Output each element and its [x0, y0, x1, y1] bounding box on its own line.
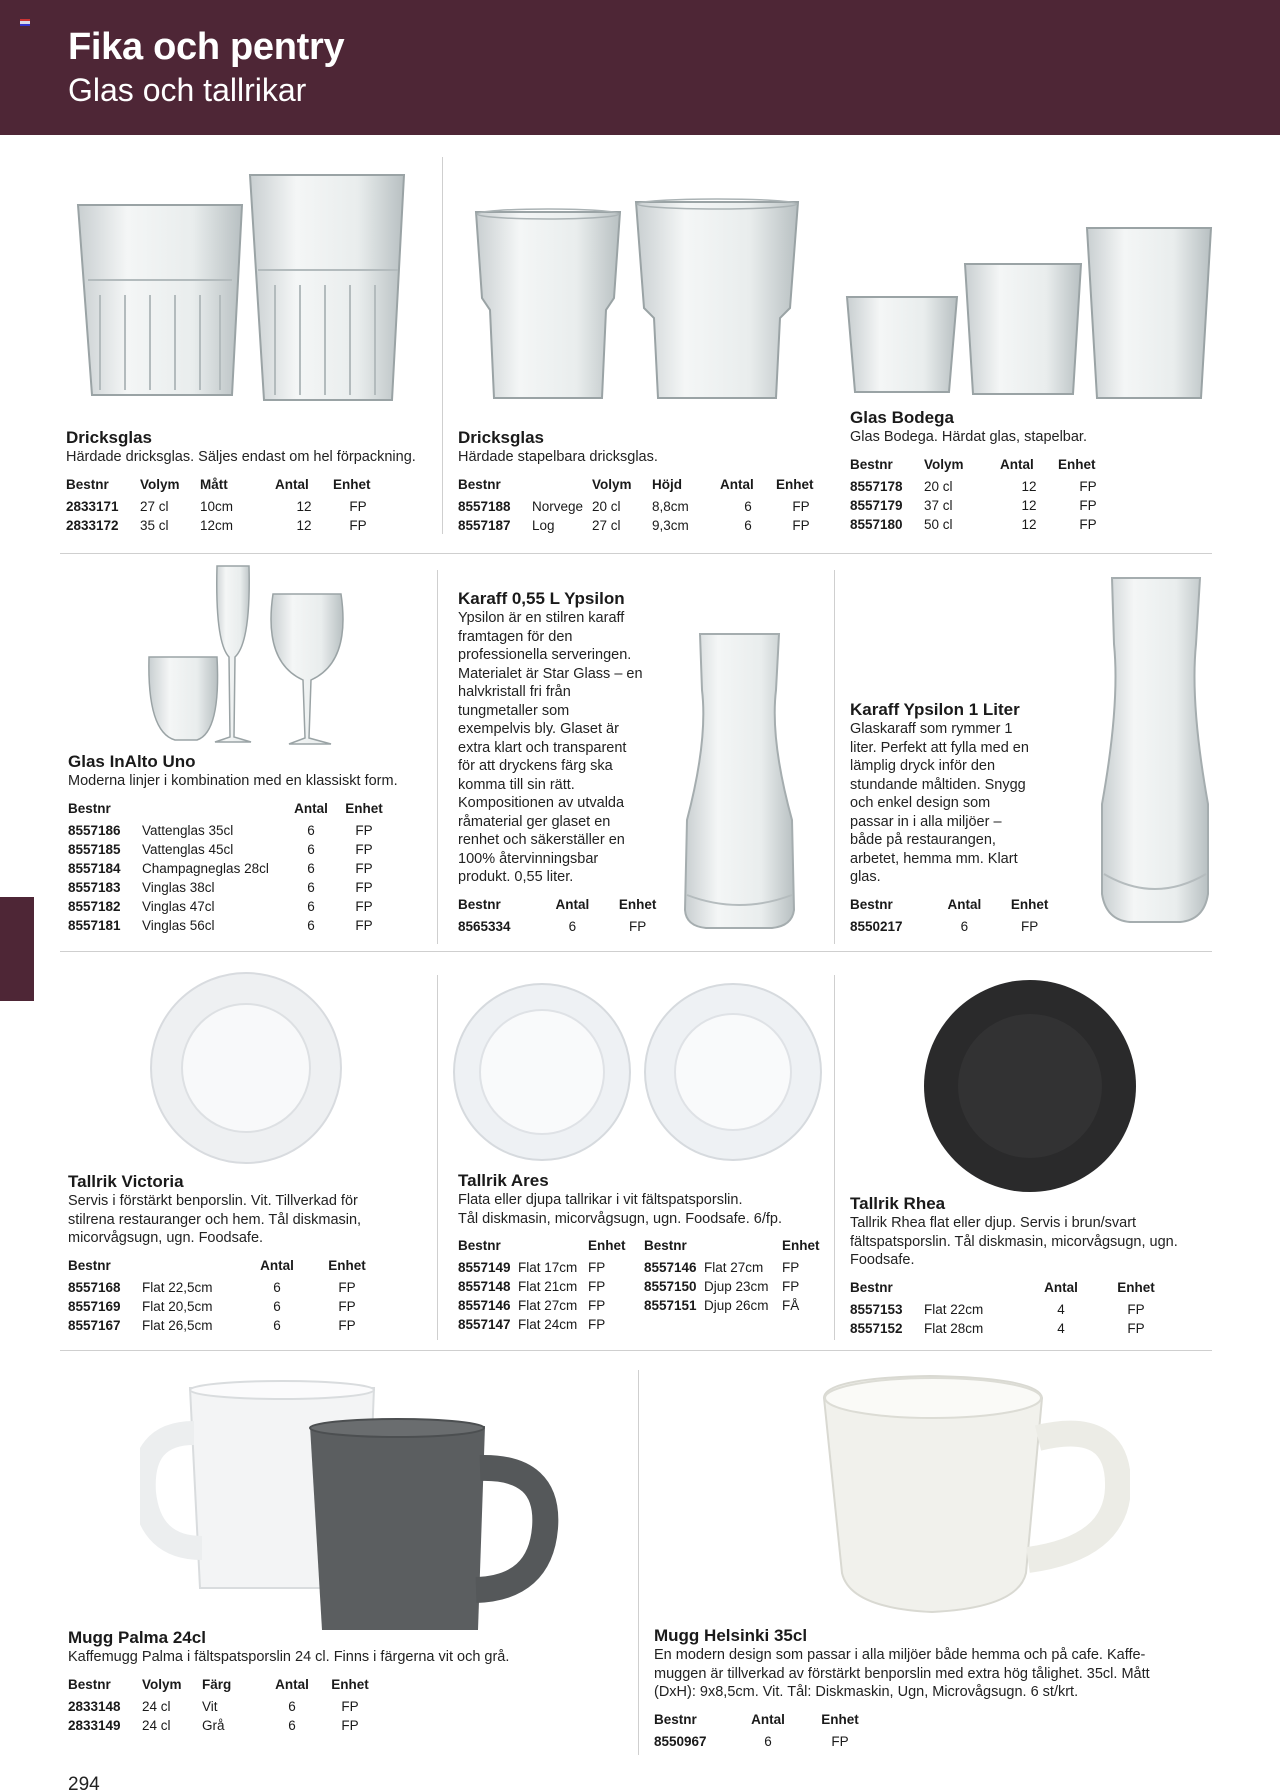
product-title: Mugg Helsinki 35cl [654, 1626, 808, 1645]
column-header: Enhet [331, 1676, 369, 1692]
product-description: Tallrik Rhea flat eller djup. Servis i brun/svart fältspatsporslin. Tål diskmasin, micorvågsugn, ugn. Foodsafe. [850, 1215, 1178, 1268]
column-header: Bestnr [68, 800, 111, 816]
table-cell: FP [1079, 478, 1097, 494]
product-title: Dricksglas [458, 428, 544, 447]
column-header: Antal [275, 1676, 309, 1692]
column-header: Antal [720, 476, 754, 492]
table-header [68, 1677, 378, 1697]
divider [437, 975, 438, 1340]
product-number: 8557179 [850, 497, 903, 513]
wine-glasses-image [145, 562, 350, 747]
table-row: 8557147 Flat 24cm FP [458, 1317, 606, 1332]
product-title: Tallrik Victoria [68, 1172, 184, 1191]
product-mugg-palma [68, 1628, 628, 1735]
table-cell: 6 [307, 898, 315, 914]
table-header [850, 1280, 1184, 1300]
table-cell: 35 cl [140, 517, 169, 533]
product-description: Flata eller djupa tallrikar i vit fältspatsporslin. Tål diskmasin, micorvågsugn, ugn. Foodsafe. 6/fp. [458, 1192, 782, 1227]
table-row [458, 917, 678, 936]
product-table [850, 1280, 1184, 1338]
product-table [68, 1258, 390, 1335]
column-header: Volym [140, 476, 180, 492]
divider [834, 975, 835, 1340]
table-cell: 27 cl [592, 517, 621, 533]
column-header [704, 1238, 782, 1258]
page-subtitle: Glas och tallrikar [68, 72, 307, 108]
table-row [68, 1297, 390, 1316]
table-cell: 6 [273, 1317, 281, 1333]
product-table [654, 1712, 886, 1751]
divider [834, 570, 835, 944]
bodega-glasses-image [845, 222, 1215, 402]
product-title: Dricksglas [66, 428, 152, 447]
table-cell: Flat 28cm [924, 1320, 984, 1336]
table-cell: 12 [1021, 478, 1037, 494]
product-number: 8557168 [68, 1279, 121, 1295]
page-header [0, 0, 1280, 135]
table-row [68, 1697, 378, 1716]
column-header: Enhet [821, 1711, 859, 1727]
table-cell: 6 [307, 841, 315, 857]
product-table [458, 1238, 830, 1334]
column-header: Volym [924, 456, 964, 472]
product-title: Mugg Palma 24cl [68, 1628, 206, 1647]
table-cell: Vit [202, 1698, 218, 1714]
table-row [458, 497, 826, 516]
product-title: Karaff 0,55 L Ypsilon [458, 589, 625, 608]
column-header: Enhet [328, 1257, 366, 1273]
table-cell: FP [1079, 516, 1097, 532]
table-cell: 4 [1057, 1301, 1065, 1317]
product-glas-bodega [850, 408, 1210, 534]
column-header: Enhet [1010, 896, 1049, 912]
table-cell: Norvege [532, 498, 584, 514]
table-row [68, 916, 392, 935]
product-title: Tallrik Rhea [850, 1194, 946, 1213]
column-header: Enhet [776, 476, 814, 492]
table-row [850, 477, 1118, 496]
product-tallrik-ares [458, 1171, 833, 1334]
table-cell: 6 [744, 498, 752, 514]
table-cell: 24 cl [142, 1698, 171, 1714]
column-header: Bestnr [458, 1238, 501, 1253]
column-header: Bestnr [644, 1238, 687, 1253]
table-cell: FP [341, 1698, 359, 1714]
product-karaff-1l [850, 700, 1070, 936]
table-cell: 6 [307, 860, 315, 876]
product-dricksglas [66, 428, 446, 535]
plate-victoria-image [148, 970, 344, 1166]
table-cell: FP [1021, 918, 1039, 934]
product-dricksglas-stapelbara [458, 428, 838, 535]
mugs-palma-image [140, 1378, 560, 1638]
divider [437, 570, 438, 944]
table-cell: Flat 26,5cm [142, 1317, 213, 1333]
table-cell: 6 [307, 879, 315, 895]
table-header [458, 477, 826, 497]
column-header: Höjd [652, 476, 682, 492]
product-table [68, 1677, 378, 1735]
table-cell: 12 [1021, 497, 1037, 513]
table-cell: 20 cl [924, 478, 953, 494]
column-header: Antal [555, 896, 590, 912]
product-number: 2833172 [66, 517, 119, 533]
column-header: Volym [592, 476, 632, 492]
table-row [850, 515, 1118, 534]
product-table [850, 457, 1118, 534]
table-row [850, 917, 1070, 936]
drinking-glasses-image [70, 170, 410, 410]
table-cell: FP [341, 1717, 359, 1733]
product-number: 8557184 [68, 860, 121, 876]
table-cell: FP [338, 1279, 356, 1295]
table-cell: 6 [307, 917, 315, 933]
product-number: 8557152 [850, 1320, 903, 1336]
column-header: Bestnr [850, 456, 893, 472]
product-mugg-helsinki [654, 1626, 1214, 1751]
product-tallrik-rhea [850, 1194, 1230, 1338]
table-cell: 37 cl [924, 497, 953, 513]
column-header: Antal [275, 476, 309, 492]
divider [638, 1370, 639, 1755]
table-row [66, 516, 383, 535]
column-header: Bestnr [654, 1711, 697, 1727]
product-description: En modern design som passar i alla miljöer både hemma och på cafe. Kaffe- muggen är tillverkad av förstärkt benporslin med extra hög tålighet. 35cl. Mått (DxH): 9x8,5cm. Vit. Tål: Diskmaskin, Ugn, Microvågsugn. 6 st/krt. [654, 1647, 1150, 1700]
product-number: 8557188 [458, 498, 511, 514]
divider [60, 1350, 1212, 1351]
table-header [850, 897, 1070, 917]
table-row [68, 859, 392, 878]
column-header: Enhet [345, 800, 383, 816]
table-cell: 10cm [200, 498, 234, 514]
table-cell: 6 [273, 1298, 281, 1314]
table-cell: FP [355, 879, 373, 895]
column-header [518, 1238, 588, 1258]
table-row [458, 516, 826, 535]
table-row [68, 821, 392, 840]
carafe-1l-image [1100, 574, 1210, 924]
table-cell: FP [355, 822, 373, 838]
language-flag-icon[interactable] [20, 19, 30, 26]
table-cell: 12 [296, 498, 312, 514]
table-cell: 50 cl [924, 516, 953, 532]
column-header: Bestnr [66, 476, 109, 492]
table-cell: 8,8cm [652, 498, 689, 514]
column-header: Antal [751, 1711, 785, 1727]
table-cell: 12cm [200, 517, 234, 533]
table-header [68, 1258, 390, 1278]
table-cell: FP [338, 1317, 356, 1333]
table-header [458, 1238, 830, 1258]
table-header [66, 477, 383, 497]
table-row [68, 1716, 378, 1735]
table-cell: FP [1127, 1301, 1145, 1317]
plates-ares-image [452, 982, 824, 1162]
table-cell: 6 [764, 1733, 772, 1749]
product-title: Glas Bodega [850, 408, 954, 427]
product-table [458, 897, 678, 936]
column-header [924, 1280, 1034, 1300]
table-cell: 6 [744, 517, 752, 533]
table-row [654, 1732, 886, 1751]
table-cell: FP [338, 1298, 356, 1314]
table-cell: Flat 22cm [924, 1301, 984, 1317]
product-number: 8557181 [68, 917, 121, 933]
page-title: Fika och pentry [68, 26, 345, 68]
table-cell: FP [349, 517, 367, 533]
column-header: Enhet [782, 1238, 820, 1253]
table-cell: FP [355, 860, 373, 876]
table-cell: 6 [568, 918, 577, 934]
table-cell: FP [355, 841, 373, 857]
table-cell: 20 cl [592, 498, 621, 514]
table-row [850, 496, 1118, 515]
page-number: 294 [68, 1774, 100, 1792]
product-number: 8557187 [458, 517, 511, 533]
table-cell: Vattenglas 35cl [142, 822, 234, 838]
mug-helsinki-image [820, 1368, 1130, 1618]
product-description: Härdade dricksglas. Säljes endast om hel förpackning. [66, 449, 416, 465]
table-row [68, 1278, 390, 1297]
table-cell: FP [629, 918, 647, 934]
column-header: Antal [947, 896, 982, 912]
product-number: 8557183 [68, 879, 121, 895]
product-number: 8557180 [850, 516, 903, 532]
table-cell: Champagneglas 28cl [142, 860, 269, 876]
table-cell: 6 [960, 918, 969, 934]
column-header: Enhet [1117, 1279, 1155, 1295]
product-description: Kaffemugg Palma i fältspatsporslin 24 cl. Finns i färgerna vit och grå. [68, 1649, 510, 1665]
column-header: Enhet [618, 896, 657, 912]
column-header: Bestnr [458, 896, 501, 912]
divider [60, 553, 1212, 554]
table-cell: 9,3cm [652, 517, 689, 533]
product-description: Härdade stapelbara dricksglas. [458, 449, 658, 465]
table-cell: Vattenglas 45cl [142, 841, 234, 857]
product-number: 8557169 [68, 1298, 121, 1314]
column-header: Färg [202, 1676, 232, 1692]
product-number: 8565334 [458, 918, 511, 934]
column-header [142, 801, 286, 821]
product-description: Glaskaraff som rymmer 1 liter. Perfekt att fylla med en lämplig dryck inför den stundande måltiden. Snygg och enkel design som passar in i alla miljöer – både på restaurangen, arbetet, hemma mm. Klart glas. [850, 721, 1029, 885]
table-cell: 27 cl [140, 498, 169, 514]
table-header [68, 801, 392, 821]
product-glas-inalto-uno [68, 752, 428, 935]
table-cell: 6 [288, 1698, 296, 1714]
column-header: Bestnr [850, 896, 893, 912]
table-cell: Flat 22,5cm [142, 1279, 213, 1295]
product-number: 8550967 [654, 1733, 707, 1749]
table-cell: 6 [288, 1717, 296, 1733]
product-description: Servis i förstärkt benporslin. Vit. Tillverkad för stilrena restauranger och hem. Tål diskmasin, micorvågsugn, ugn. Foodsafe. [68, 1193, 362, 1246]
column-header: Bestnr [458, 476, 501, 492]
table-row [850, 1319, 1184, 1338]
product-table [66, 477, 383, 535]
product-tallrik-victoria [68, 1172, 428, 1335]
table-row: 8557148 Flat 21cm FP 8557150 Djup 23cm FP [458, 1279, 800, 1294]
column-header [142, 1258, 250, 1278]
product-number: 8557167 [68, 1317, 121, 1333]
table-row [68, 897, 392, 916]
table-cell: Vinglas 38cl [142, 879, 215, 895]
table-cell: Vinglas 56cl [142, 917, 215, 933]
column-header: Volym [142, 1676, 182, 1692]
product-number: 8550217 [850, 918, 903, 934]
column-header: Antal [1044, 1279, 1078, 1295]
table-cell: 4 [1057, 1320, 1065, 1336]
column-header: Enhet [333, 476, 371, 492]
divider [60, 951, 1212, 952]
column-header [532, 477, 592, 497]
product-table [458, 477, 826, 535]
table-row [850, 1300, 1184, 1319]
product-number: 2833148 [68, 1698, 121, 1714]
table-cell: Grå [202, 1717, 225, 1733]
table-cell: FP [1127, 1320, 1145, 1336]
carafe-055-image [682, 630, 797, 930]
product-number: 8557178 [850, 478, 903, 494]
column-header: Antal [260, 1257, 294, 1273]
table-header [458, 897, 678, 917]
product-description: Glas Bodega. Härdat glas, stapelbar. [850, 429, 1087, 445]
column-header: Enhet [1058, 456, 1096, 472]
table-cell: Vinglas 47cl [142, 898, 215, 914]
column-header: Mått [200, 476, 228, 492]
column-header: Antal [1000, 456, 1034, 472]
product-number: 2833149 [68, 1717, 121, 1733]
product-karaff-055 [458, 589, 678, 936]
product-description: Moderna linjer i kombination med en klassiskt form. [68, 773, 398, 789]
table-row: 8557149 Flat 17cm FP 8557146 Flat 27cm FP [458, 1260, 800, 1275]
product-table [68, 801, 392, 935]
product-number: 8557186 [68, 822, 121, 838]
column-header: Enhet [588, 1238, 626, 1253]
table-cell: Flat 20,5cm [142, 1298, 213, 1314]
chapter-side-tab [0, 897, 34, 1001]
product-title: Karaff Ypsilon 1 Liter [850, 700, 1020, 719]
column-header: Bestnr [850, 1279, 893, 1295]
table-header [654, 1712, 886, 1732]
table-cell: Log [532, 517, 555, 533]
table-cell: 6 [273, 1279, 281, 1295]
table-row [68, 878, 392, 897]
table-cell: FP [355, 917, 373, 933]
product-title: Tallrik Ares [458, 1171, 549, 1190]
table-cell: FP [831, 1733, 849, 1749]
product-number: 8557153 [850, 1301, 903, 1317]
table-cell: FP [349, 498, 367, 514]
table-cell: 12 [296, 517, 312, 533]
table-cell: 12 [1021, 516, 1037, 532]
table-header [850, 457, 1118, 477]
product-table [850, 897, 1070, 936]
stackable-glasses-image [472, 198, 802, 403]
column-header: Bestnr [68, 1257, 111, 1273]
table-row: 8557146 Flat 27cm FP 8557151 Djup 26cm FÅ [458, 1298, 800, 1313]
table-cell: 6 [307, 822, 315, 838]
table-cell: 24 cl [142, 1717, 171, 1733]
column-header: Antal [294, 800, 328, 816]
product-number: 2833171 [66, 498, 119, 514]
table-cell: FP [792, 517, 810, 533]
column-header: Bestnr [68, 1676, 111, 1692]
plate-rhea-image [922, 978, 1138, 1194]
table-cell: FP [792, 498, 810, 514]
product-title: Glas InAlto Uno [68, 752, 196, 771]
table-cell: FP [1079, 497, 1097, 513]
table-row [66, 497, 383, 516]
product-number: 8557185 [68, 841, 121, 857]
table-row [68, 1316, 390, 1335]
table-cell: FP [355, 898, 373, 914]
product-number: 8557182 [68, 898, 121, 914]
product-description: Ypsilon är en stilren karaff framtagen för den professionella serveringen. Materialet är Star Glass – en halvkristall fri från tungmetaller som exempelvis bly. Glaset är extra klart och transparent för att dryckens färg ska komma till sin rätt. Kompositionen av utvalda råmaterial ger glaset en renhet och säkerställer en 100% återvinningsbar produkt. 0,55 liter. [458, 610, 643, 885]
table-row [68, 840, 392, 859]
